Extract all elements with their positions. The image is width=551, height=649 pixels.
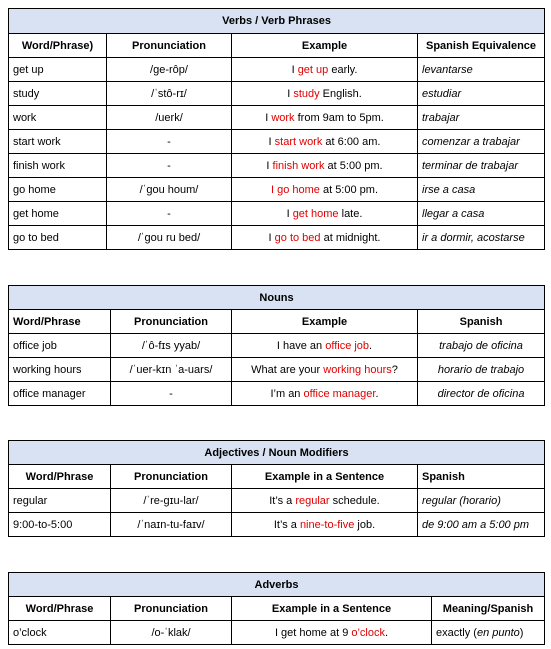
word-cell: study (9, 82, 107, 106)
table-row (9, 226, 545, 250)
column-header: Meaning/Spanish (432, 597, 545, 621)
word-cell: o’clock (9, 621, 111, 645)
pronunciation-cell: /uerk/ (107, 106, 232, 130)
pronunciation-cell: /ge-rôp/ (107, 58, 232, 82)
meaning-cell (432, 621, 545, 645)
example-text: What are your (251, 363, 324, 376)
example-text: I (268, 135, 275, 148)
pronunciation-cell: /ˈgou houm/ (107, 178, 232, 202)
table-row (9, 621, 545, 645)
pronunciation-cell: /ˈô-fɪs yyab/ (111, 334, 232, 358)
highlighted-phrase: finish work (272, 159, 325, 172)
example-text: schedule. (329, 494, 380, 507)
highlighted-phrase: start work (274, 135, 323, 148)
word-cell: go home (9, 178, 107, 202)
spanish-cell: trabajar (418, 106, 545, 130)
column-header: Pronunciation (111, 597, 232, 621)
example-cell (232, 106, 418, 130)
example-cell (232, 226, 418, 250)
pronunciation-cell: /ˈstô-rɪ/ (107, 82, 232, 106)
highlighted-phrase: regular (295, 494, 330, 507)
example-cell (232, 621, 432, 645)
table-row (9, 106, 545, 130)
example-text: at 5:00 pm. (324, 159, 383, 172)
example-text: It’s a (269, 494, 296, 507)
example-text: I (265, 111, 272, 124)
pronunciation-cell: /o-ˈklak/ (111, 621, 232, 645)
table-title: Nouns (9, 286, 545, 310)
column-header: Example in a Sentence (232, 465, 418, 489)
example-cell (232, 489, 418, 513)
pronunciation-cell: - (107, 130, 232, 154)
column-header: Word/Phrase (9, 465, 111, 489)
table-title: Adjectives / Noun Modifiers (9, 441, 545, 465)
example-cell (232, 358, 418, 382)
word-cell: get home (9, 202, 107, 226)
table-row (9, 178, 545, 202)
pronunciation-cell: /ˈnaɪn-tu-faɪv/ (111, 513, 232, 537)
table-row (9, 130, 545, 154)
example-text: . (385, 626, 389, 639)
column-header: Example (232, 34, 418, 58)
spanish-cell: horario de trabajo (418, 358, 545, 382)
example-text: job. (354, 518, 376, 531)
verbs-table (8, 8, 545, 250)
highlighted-phrase: study (293, 87, 320, 100)
example-text: . (375, 387, 379, 400)
table-row (9, 489, 545, 513)
highlighted-phrase: go to bed (274, 231, 321, 244)
column-header: Pronunciation (107, 34, 232, 58)
table-row (9, 358, 545, 382)
pronunciation-cell: /ˈgou ru bed/ (107, 226, 232, 250)
word-cell: get up (9, 58, 107, 82)
column-header: Pronunciation (111, 310, 232, 334)
example-text: I’m an (270, 387, 304, 400)
highlighted-phrase: working hours (323, 363, 392, 376)
table-row (9, 513, 545, 537)
example-text: I (286, 207, 293, 220)
spanish-cell: de 9:00 am a 5:00 pm (418, 513, 545, 537)
spanish-cell: ir a dormir, acostarse (418, 226, 545, 250)
table-row (9, 154, 545, 178)
spanish-cell: levantarse (418, 58, 545, 82)
example-text: at midnight. (320, 231, 381, 244)
table-row (9, 334, 545, 358)
example-text: I get home at 9 (274, 626, 352, 639)
example-text: at 5:00 pm. (319, 183, 378, 196)
pronunciation-cell: - (107, 154, 232, 178)
example-text: I (266, 159, 273, 172)
example-text: at 6:00 am. (322, 135, 381, 148)
highlighted-phrase: office manager (303, 387, 376, 400)
adjectives-table (8, 440, 545, 537)
highlighted-phrase: get up (297, 63, 329, 76)
word-cell: working hours (9, 358, 111, 382)
spanish-cell: regular (horario) (418, 489, 545, 513)
column-header: Spanish (418, 310, 545, 334)
column-header: Word/Phrase (9, 597, 111, 621)
nouns-table (8, 285, 545, 406)
spanish-cell: estudiar (418, 82, 545, 106)
example-cell (232, 202, 418, 226)
highlighted-phrase: o’clock (351, 626, 385, 639)
spanish-cell: irse a casa (418, 178, 545, 202)
adverbs-table (8, 572, 545, 645)
highlighted-phrase: office job (325, 339, 370, 352)
spanish-cell: llegar a casa (418, 202, 545, 226)
column-header: Example in a Sentence (232, 597, 432, 621)
example-text: late. (338, 207, 363, 220)
word-cell: 9:00-to-5:00 (9, 513, 111, 537)
example-text: from 9am to 5pm. (294, 111, 384, 124)
pronunciation-cell: - (107, 202, 232, 226)
word-cell: go to bed (9, 226, 107, 250)
meaning-spanish: en punto (476, 626, 520, 639)
spanish-cell: terminar de trabajar (418, 154, 545, 178)
word-cell: work (9, 106, 107, 130)
example-text: . (369, 339, 373, 352)
example-text: I (291, 63, 298, 76)
pronunciation-cell: - (111, 382, 232, 406)
table-row (9, 202, 545, 226)
spanish-cell: comenzar a trabajar (418, 130, 545, 154)
highlighted-phrase: I go home (270, 183, 320, 196)
example-text: I (287, 87, 294, 100)
column-header: Spanish (418, 465, 545, 489)
meaning-text: ) (519, 626, 524, 639)
example-cell (232, 382, 418, 406)
spanish-cell: director de oficina (418, 382, 545, 406)
highlighted-phrase: nine-to-five (299, 518, 355, 531)
example-cell (232, 513, 418, 537)
example-cell (232, 334, 418, 358)
table-row (9, 82, 545, 106)
word-cell: start work (9, 130, 107, 154)
example-cell (232, 178, 418, 202)
example-text: ? (391, 363, 398, 376)
word-cell: office manager (9, 382, 111, 406)
example-cell (232, 58, 418, 82)
column-header: Pronunciation (111, 465, 232, 489)
table-row (9, 382, 545, 406)
highlighted-phrase: get home (292, 207, 339, 220)
pronunciation-cell: /ˈuer-kɪn ˈa-uars/ (111, 358, 232, 382)
column-header: Spanish Equivalence (418, 34, 545, 58)
pronunciation-cell: /ˈre-gɪu-lar/ (111, 489, 232, 513)
spanish-cell: trabajo de oficina (418, 334, 545, 358)
table-title: Adverbs (9, 573, 545, 597)
example-cell (232, 130, 418, 154)
example-cell (232, 154, 418, 178)
highlighted-phrase: work (271, 111, 295, 124)
column-header: Example (232, 310, 418, 334)
example-text: English. (319, 87, 362, 100)
column-header: Word/Phrase (9, 310, 111, 334)
table-title: Verbs / Verb Phrases (9, 9, 545, 34)
meaning-text: exactly ( (436, 626, 477, 639)
example-cell (232, 82, 418, 106)
example-text: I (268, 231, 275, 244)
column-header: Word/Phrase) (9, 34, 107, 58)
word-cell: finish work (9, 154, 107, 178)
example-text: It’s a (273, 518, 300, 531)
word-cell: regular (9, 489, 111, 513)
example-text: early. (328, 63, 358, 76)
word-cell: office job (9, 334, 111, 358)
table-row (9, 58, 545, 82)
example-text: I have an (276, 339, 326, 352)
